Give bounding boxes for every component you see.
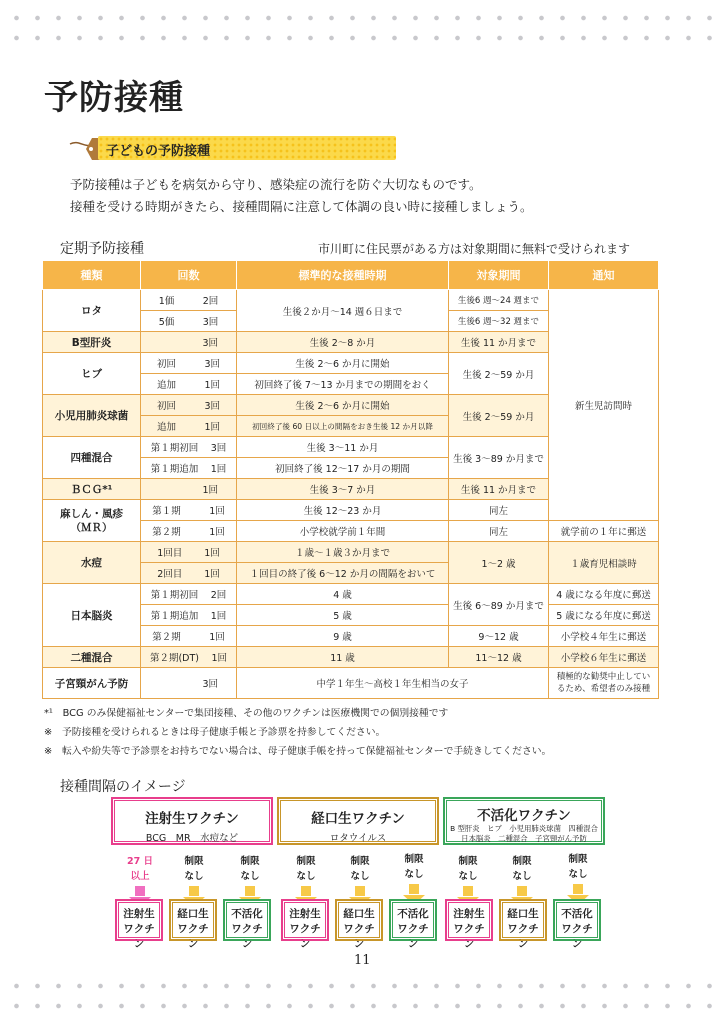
period-cell: 9〜12 歳	[449, 626, 549, 647]
small-inactivated-box: 不活化 ワクチン	[390, 900, 436, 940]
time-cell: 生後 2〜6 か月に開始	[237, 353, 449, 374]
period-cell: 生後6 週〜24 週まで	[449, 290, 549, 311]
box-title: 経口生ワクチン	[311, 811, 405, 827]
notice-cell: 就学前の１年に郵送	[549, 521, 659, 542]
vaccine-name: B型肝炎	[43, 332, 141, 353]
notice-cell: １歳育児相談時	[549, 542, 659, 584]
time-cell: 生後 3〜7 か月	[237, 479, 449, 500]
period-cell: 11〜12 歳	[449, 647, 549, 668]
box-subtitle: ロタウイルス	[329, 833, 387, 844]
section-title-routine: 定期予防接種	[60, 241, 144, 257]
table-row	[43, 290, 659, 311]
interval-arrow: 制限 なし	[284, 854, 328, 907]
period-cell: 生後 3〜89 か月まで	[449, 437, 549, 479]
time-cell: 生後 12〜23 か月	[237, 500, 449, 521]
notice-cell: 積極的な勧奨中止してい るため、希望者のみ接種	[549, 668, 659, 699]
interval-arrow: 制限 なし	[172, 854, 216, 907]
footnotes	[44, 704, 551, 761]
page-number: 11	[354, 953, 371, 968]
vaccine-name: ロタ	[43, 290, 141, 332]
time-cell: 小学校就学前１年間	[237, 521, 449, 542]
interval-arrow: 制限 なし	[500, 854, 544, 907]
table-row	[43, 542, 659, 563]
count-cell: 第１期初回 3回	[141, 437, 237, 458]
col-header: 通知	[549, 261, 659, 290]
table-row	[43, 668, 659, 699]
count-cell: 1価 2回	[141, 290, 237, 311]
intro-line: 接種を受ける時期がきたら、接種間隔に注意して体調の良い時に接種しましょう。	[70, 199, 533, 214]
count-cell: 3回	[141, 332, 237, 353]
period-cell: 生後 11 か月まで	[449, 332, 549, 353]
box-subtitle: 日本脳炎 二種混合 子宮頸がん予防	[461, 834, 587, 843]
time-cell: 5 歳	[237, 605, 449, 626]
vaccine-name: 子宮頸がん予防	[43, 668, 141, 699]
interval-arrow: 制限 なし	[556, 852, 600, 905]
count-cell: 2回目 1回	[141, 563, 237, 584]
time-cell: 生後 2〜6 か月に開始	[237, 395, 449, 416]
interval-arrow: 制限 なし	[338, 854, 382, 907]
count-cell: 第１期 1回	[141, 500, 237, 521]
time-cell: 生後２か月〜14 週６日まで	[237, 290, 449, 332]
notice-cell: 新生児訪問時	[549, 290, 659, 521]
col-header: 標準的な接種時期	[237, 261, 449, 290]
notice-cell: 4 歳になる年度に郵送	[549, 584, 659, 605]
vaccine-name: 水痘	[43, 542, 141, 584]
vaccine-name: 二種混合	[43, 647, 141, 668]
period-cell: 生後 2〜59 か月	[449, 395, 549, 437]
count-cell: 初回 3回	[141, 353, 237, 374]
footnote: ※ 予防接種を受けられるときは母子健康手帳と予診票を持参してください。	[44, 727, 386, 738]
tag-label: 子どもの予防接種	[106, 144, 211, 159]
time-cell: １回目の終了後 6〜12 か月の間隔をおいて	[237, 563, 449, 584]
count-cell: 追加 1回	[141, 374, 237, 395]
vaccine-table	[42, 260, 659, 699]
count-cell: 追加 1回	[141, 416, 237, 437]
box-title: 注射生ワクチン	[145, 811, 239, 827]
period-cell: 生後6 週〜32 週まで	[449, 311, 549, 332]
intro-line: 予防接種は子どもを病気から守り、感染症の流行を防ぐ大切なものです。	[70, 177, 482, 192]
vaccine-name: ヒブ	[43, 353, 141, 395]
time-cell: 9 歳	[237, 626, 449, 647]
time-cell: 初回終了後 60 日以上の間隔をおき生後 12 か月以降	[237, 416, 449, 437]
interval-arrow: 制限 なし	[392, 852, 436, 905]
interval-arrow: 制限 なし	[228, 854, 272, 907]
inactivated-box	[444, 798, 604, 844]
count-cell: 第１期追加 1回	[141, 605, 237, 626]
small-oral-live-box: 経口生 ワクチン	[500, 900, 546, 940]
page-title: 予防接種	[44, 78, 184, 118]
bottom-dot-border	[0, 976, 724, 1016]
count-cell: 1回目 1回	[141, 542, 237, 563]
table-row	[43, 584, 659, 605]
count-cell: 1回	[141, 479, 237, 500]
vaccine-name: 小児用肺炎球菌	[43, 395, 141, 437]
time-cell: 4 歳	[237, 584, 449, 605]
box-subtitle: BCG MR 水痘など	[145, 833, 239, 844]
section-tag	[42, 132, 362, 166]
col-header: 種類	[43, 261, 141, 290]
notice-cell: 小学校６年生に郵送	[549, 647, 659, 668]
period-cell: 1〜2 歳	[449, 542, 549, 584]
section-title-interval: 接種間隔のイメージ	[60, 779, 186, 795]
time-cell: 初回終了後 7〜13 か月までの期間をおく	[237, 374, 449, 395]
footnote: *¹ BCG のみ保健福祉センターで集団接種、その他のワクチンは医療機関での個別接種です	[44, 708, 449, 719]
box-subtitle: B 型肝炎 ヒブ 小児用肺炎球菌 四種混合	[450, 824, 598, 833]
small-live-injection-box: 注射生 ワクチン	[446, 900, 492, 940]
interval-arrow: 27 日 以上	[118, 854, 162, 907]
box-title: 不活化ワクチン	[477, 808, 571, 824]
col-header: 回数	[141, 261, 237, 290]
count-cell: 3回	[141, 668, 237, 699]
section-note: 市川町に住民票がある方は対象期間に無料で受けられます	[318, 242, 631, 256]
time-cell: 11 歳	[237, 647, 449, 668]
vaccine-name: 四種混合	[43, 437, 141, 479]
footnote: ※ 転入や紛失等で予診票をお持ちでない場合は、母子健康手帳を持って保健福祉センターで手続きしてください。	[44, 746, 552, 757]
time-cell: 生後 3〜11 か月	[237, 437, 449, 458]
time-cell: 生後 2〜8 か月	[237, 332, 449, 353]
period-cell: 同左	[449, 500, 549, 521]
count-cell: 第２期 1回	[141, 626, 237, 647]
vaccine-name: ＢＣＧ*¹	[43, 479, 141, 500]
table-header-row	[43, 261, 659, 290]
vaccine-name: 日本脳炎	[43, 584, 141, 647]
period-cell: 生後 2〜59 か月	[449, 353, 549, 395]
live-injection-box	[112, 798, 272, 844]
time-cell: １歳〜１歳３か月まで	[237, 542, 449, 563]
table-row	[43, 647, 659, 668]
count-cell: 初回 3回	[141, 395, 237, 416]
col-header: 対象期間	[449, 261, 549, 290]
period-cell: 生後 6〜89 か月まで	[449, 584, 549, 626]
top-dot-border	[0, 8, 724, 48]
period-cell: 同左	[449, 521, 549, 542]
count-cell: 第１期初回 2回	[141, 584, 237, 605]
count-cell: 第１期追加 1回	[141, 458, 237, 479]
oral-live-box	[278, 798, 438, 844]
count-cell: 第２期(DT) 1回	[141, 647, 237, 668]
notice-cell: 5 歳になる年度に郵送	[549, 605, 659, 626]
time-cell: 初回終了後 12〜17 か月の期間	[237, 458, 449, 479]
vaccine-name: 麻しん・風疹 （ＭＲ）	[43, 500, 141, 542]
small-inactivated-box: 不活化 ワクチン	[224, 900, 270, 940]
notice-cell: 小学校４年生に郵送	[549, 626, 659, 647]
time-cell: 中学１年生〜高校１年生相当の女子	[237, 668, 549, 699]
small-live-injection-box: 注射生 ワクチン	[116, 900, 162, 940]
small-inactivated-box: 不活化 ワクチン	[554, 900, 600, 940]
count-cell: 5価 3回	[141, 311, 237, 332]
interval-arrow: 制限 なし	[446, 854, 490, 907]
count-cell: 第２期 1回	[141, 521, 237, 542]
small-oral-live-box: 経口生 ワクチン	[336, 900, 382, 940]
small-oral-live-box: 経口生 ワクチン	[170, 900, 216, 940]
intro-text	[70, 174, 533, 218]
small-live-injection-box: 注射生 ワクチン	[282, 900, 328, 940]
period-cell: 生後 11 か月まで	[449, 479, 549, 500]
